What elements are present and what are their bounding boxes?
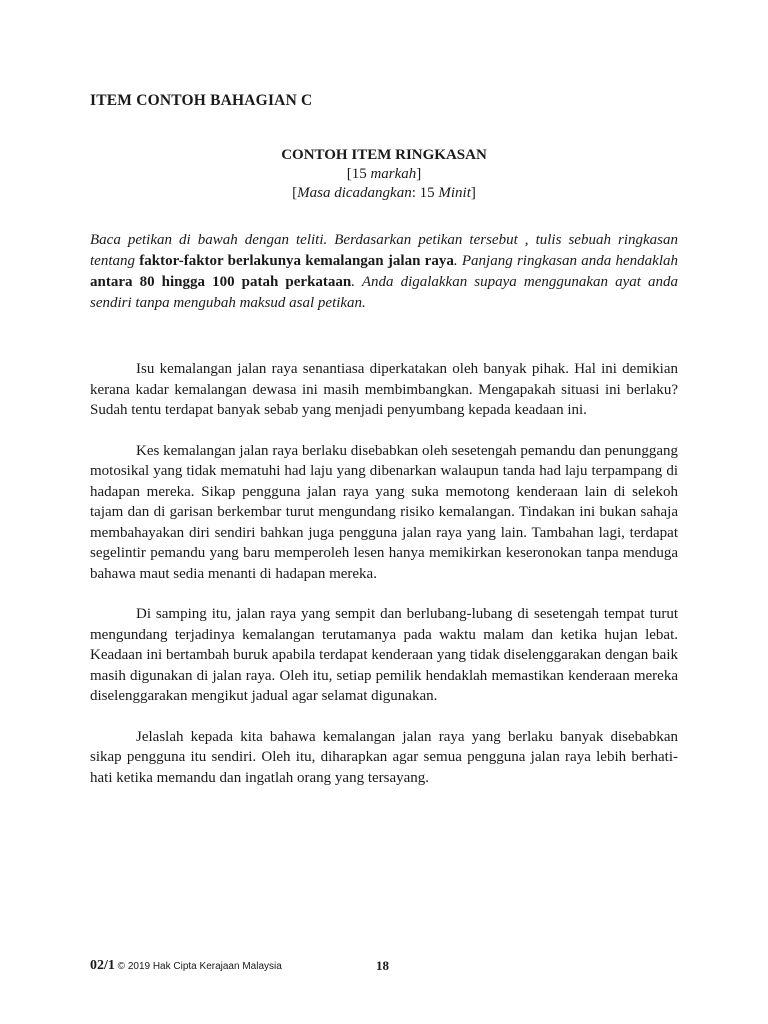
instruction-part5: . Anda digalakkan supaya menggunakan ayat anda sendiri tanpa mengubah maksud asal petikan. <box>90 274 678 311</box>
page-number: 18 <box>376 958 389 973</box>
passage-paragraph-4: Jelaslah kepada kita bahawa kemalangan jalan raya yang berlaku banyak disebabkan sikap pengguna itu sendiri. Oleh itu, diharapkan agar semua pengguna jalan raya lebih berhati-hati ketika memandu dan ingatlah orang yang tersayang. <box>90 728 678 786</box>
time-label: Masa dicadangkan <box>297 185 412 201</box>
time-open: [ <box>292 185 298 201</box>
instruction-part3: . Panjang ringkasan anda hendaklah <box>453 253 678 269</box>
marks-word: markah <box>370 166 417 182</box>
copyright-notice: © 2019 Hak Cipta Kerajaan Malaysia <box>114 961 282 972</box>
passage-paragraph-2: Kes kemalangan jalan raya berlaku disebabkan oleh sesetengah pemandu dan penunggang motosikal yang tidak mematuhi had laju yang dibenarkan walaupun tanda had laju terpampang di hadapan mereka. Sikap pengguna jalan raya yang suka memotong kenderaan lain di selekoh tajam dan di garisan berkembar turut mengundang risiko kemalangan. Tindakan ini bukan sahaja membahayakan diri sendiri bahkan juga pengguna jalan raya yang lain. Tambahan lagi, terdapat segelintir pemandu yang baru memperoleh lesen hanya memikirkan keseronokan tanpa menduga bahawa maut sedia menanti di hadapan mereka. <box>90 442 678 582</box>
marks-line <box>90 165 678 184</box>
paper-code: 02/1 <box>90 958 115 973</box>
instruction-part1: Baca petikan di bawah dengan teliti. Berdasarkan petikan tersebut , tulis sebuah ringkasan tentang <box>90 232 678 269</box>
passage-paragraph-3: Di samping itu, jalan raya yang sempit dan berlubang-lubang di sesetengah tempat turut mengundang terjadinya kemalangan terutamanya pada waktu malam dan ketika hujan lebat. Keadaan ini bertambah buruk apabila terdapat kenderaan yang tidak diselenggarakan dengan baik masih digunakan di jalan raya. Oleh itu, setiap pemilik hendaklah memastikan kenderaan mereka diselenggarakan mengikut jadual agar selamat digunakan. <box>90 606 678 704</box>
item-title: CONTOH ITEM RINGKASAN <box>281 147 487 163</box>
time-close: ] <box>470 185 476 201</box>
passage-paragraph-1: Isu kemalangan jalan raya senantiasa diperkatakan oleh banyak pihak. Hal ini demikian kerana kadar kemalangan dewasa ini masih membimbangkan. Mengapakah situasi ini berlaku? Sudah tentu terdapat banyak sebab yang menjadi penyumbang kepada keadaan ini. <box>90 361 678 418</box>
instruction-word-count: antara 80 hingga 100 patah perkataan <box>90 274 352 290</box>
instruction-topic: faktor-faktor berlakunya kemalangan jalan raya <box>139 253 454 269</box>
page-footer <box>90 958 389 974</box>
section-title: ITEM CONTOH BAHAGIAN C <box>90 92 313 109</box>
time-unit: Minit <box>438 185 471 201</box>
passage <box>90 359 678 808</box>
item-header <box>90 146 678 203</box>
marks-close: ] <box>416 166 422 182</box>
time-colon: : 15 <box>411 185 439 201</box>
instruction-text <box>90 230 678 314</box>
marks-open: [15 <box>346 166 371 182</box>
time-line <box>90 184 678 203</box>
